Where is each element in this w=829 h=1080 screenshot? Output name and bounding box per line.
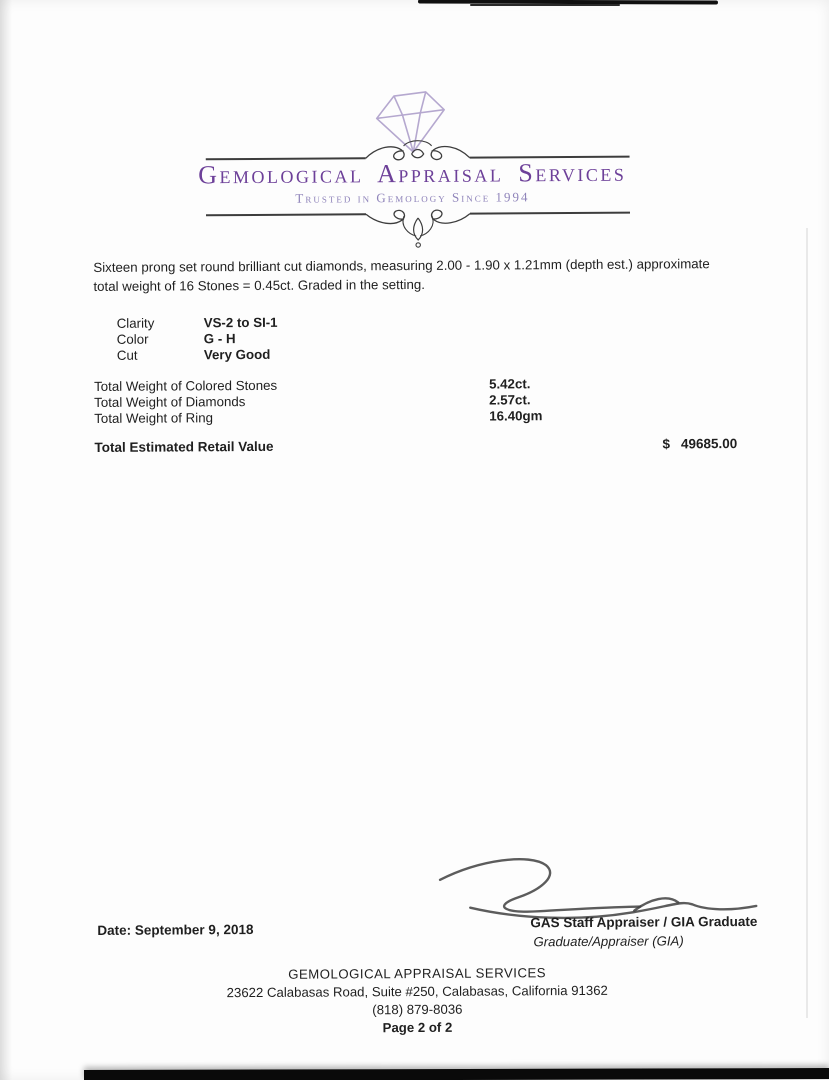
- table-row: [117, 331, 278, 348]
- weight-label: Total Weight of Colored Stones: [94, 377, 278, 394]
- grading-label: Cut: [116, 347, 138, 363]
- table-row: [117, 346, 278, 363]
- total-retail-value-label: Total Estimated Retail Value: [94, 438, 274, 455]
- currency-symbol: $: [662, 436, 670, 452]
- footer-company-name: GEMOLOGICAL APPRAISAL SERVICES: [288, 965, 547, 982]
- footer-address: 23622 Calabasas Road, Suite #250, Calabasas, California 91362: [226, 982, 608, 1001]
- appraiser-subtitle: Graduate/Appraiser (GIA): [533, 933, 684, 950]
- appraisal-date: Date: September 9, 2018: [97, 921, 254, 938]
- table-row: [94, 408, 542, 427]
- total-retail-value: [662, 436, 737, 451]
- table-row: [117, 315, 278, 332]
- description-line: Sixteen prong set round brilliant cut diamonds, measuring 2.00 - 1.90 x 1.21mm (depth est.) approximate: [93, 256, 710, 275]
- scan-artifact-top: [470, 4, 620, 6]
- footer-phone: (818) 879-8036: [372, 1001, 463, 1018]
- page-indicator: Page 2 of 2: [382, 1019, 453, 1036]
- appraiser-title: GAS Staff Appraiser / GIA Graduate: [530, 913, 758, 931]
- grading-label: Color: [116, 331, 149, 347]
- grading-table: [117, 315, 278, 363]
- weights-table: [94, 376, 543, 427]
- brand-tagline: Trusted in Gemology Since 1994: [295, 189, 530, 206]
- total-amount: 49685.00: [680, 436, 738, 452]
- description-line: total weight of 16 Stones = 0.45ct. Graded in the setting.: [93, 276, 426, 294]
- scan-edge-shadow: [0, 0, 12, 1080]
- weight-value: 16.40gm: [489, 408, 543, 424]
- scan-edge-line: [806, 228, 808, 1018]
- grading-label: Clarity: [116, 315, 155, 331]
- grading-value: VS-2 to SI-1: [203, 314, 278, 331]
- grading-value: Very Good: [203, 346, 271, 362]
- weight-label: Total Weight of Ring: [94, 410, 214, 426]
- weight-label: Total Weight of Diamonds: [94, 394, 246, 410]
- grading-value: G - H: [203, 330, 236, 347]
- weight-value: 5.42ct.: [489, 376, 531, 392]
- scan-artifact-bottom: [84, 1068, 829, 1080]
- flourish-bottom-icon: [206, 205, 630, 256]
- weight-value: 2.57ct.: [489, 392, 531, 408]
- brand-name: Gemological Appraisal Services: [198, 157, 627, 190]
- item-description: [93, 254, 710, 296]
